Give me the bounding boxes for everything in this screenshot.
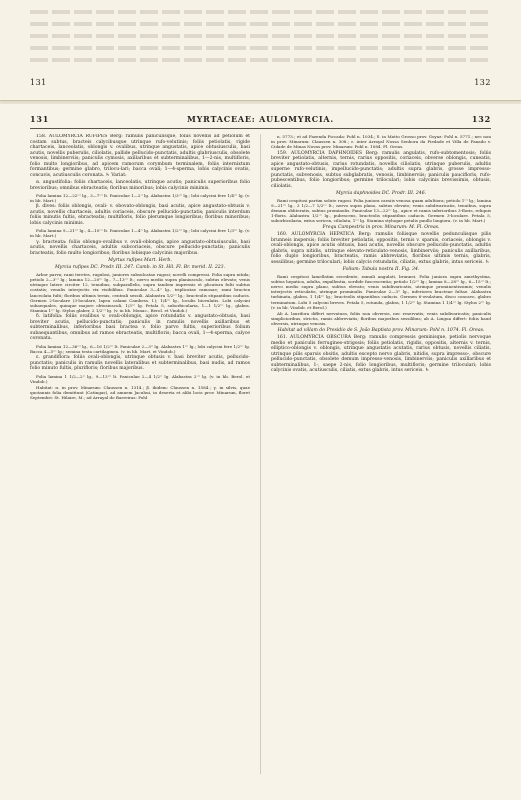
previous-page-footer [30, 78, 491, 87]
paragraph: Frequ Campestris in prov. Minarum: M. Fl. Oreas. [322, 225, 440, 231]
previous-page-right-number: 132 [474, 78, 491, 87]
left-column [30, 134, 250, 774]
column-divider [260, 134, 261, 774]
paragraph: n. 5773.; et ad Fazenda Piccada: Pohl n. 1034.; δ. in Matto Grosso prov. Goyaz: Pohl n. 5771.; nec non in prov. Minarum: Claussen n. 308.; ε. inter Arrayal Nossa Senhora da Piedade et Villa de Fanado v. Cidade de Minas Novas prov. Minarum: Pohl n. 1084. Fl. Oreas. [271, 134, 492, 150]
paragraph: ε. grandiflora: foliis ovali-oblongis, utrinque obtusis v. basi breviter acutis, pellucido-punctatis; paniculis in ramulis novellis lateralibus et subterminalibus, basi nudis, ad ramos folio minuto fultis, plurifloris; floribus majoribus. [30, 355, 251, 372]
facing-page-number: 132 [471, 114, 491, 124]
paragraph: Rami cespitosi partim solute rugosi. Folia juniora caesiis venosa quam adultiora; petiolo 1''' lg.; lamina 9—21''' lg., 3 1/2—7 1/2''' lt.; nervo supra plano, subtus elevato; venis subdivaricatis, tenuibus, supra demum obliteratis, subtus prominulis. Paniculae 13—22''' lg., apice et ramis inferioribus 3-floris, reliquis 1-floris. Alabastra 1/2''' lg., pubescens, bracteolis stipantibus caducis. Germen 3-loculare. Petala 5, suborbicularia, extus sericea, ciliolata, 1''' lg. Stamina styluque petalis paullo longiora. (v. in hb. Mart.) [271, 198, 492, 224]
paragraph: Folia lamina 1 1/2—2'' lg., 9—13''' lt. Paniculae 2—4 1/2'' lg. Alabastra 2''' lg. (v. in hb. Berol. et Vindob.) [30, 373, 251, 384]
paragraph: 160. AULOMYRCIA HEPATICA Berg: ramulis foliisque novellis pedunculisque pilis brunneis inspersis; foliis breviter petiolatis, oppositis, ternis v. sparsis, coriaceis, oblongis v. ovali-oblongis, apice acutis obtusis, basi acutis, novellis obscure pellucido-punctatis, adultis glabris, supra nitidis, utrinque elevato-reticulato-venosis, limbinerviis; paniculis axillaribus, folio duplo longioribus, bracteatis, ramis abbreviatis, floribus ultimis ternis, glabris, sessilibus; germine triloculari; lobis calycis rotundatis, ciliatis, extus glabris, intus sericeis. ♄ [271, 232, 492, 265]
paragraph: Folia lamina 12—36''' lg., 6—16 1/2''' lt. Paniculae 2—3'' lg. Alabastra 1''' lg.; lobi calycini fere 1/2''' lg. Bacca 4—5''' lg.; semina testa cartilaginea. (v. in hb. Mart. et Vindob.) [30, 343, 251, 354]
paragraph: γ. bracteata: foliis oblongo-ovalibus v. ovali-oblongis, apice angustato-obtusiusculis, basi acutis, novellis chartaceis, adultis subcoriaceis, obscure pellucido-punctatis; paniculis bracteatis, folio multo longioribus; floribus lobisque calycinis majoribus. [30, 239, 251, 256]
previous-page-fragment [0, 0, 521, 101]
two-column-body [30, 134, 491, 774]
paragraph: Arbor parva; rami teretes, rugulosi, juniores subsulcatae rugosi; novelli compressi. Folia supra nitida; petiolo 2—3''' lg.; lamina 12—20''' lg., 7—13''' lt.; nervo medio supra planiusculo, subtus elevato; venis utrinque latere circiter 12, tenuibus, subparallelis, supra tandem impressis et plicatura fulti subtus costatis; venulis interjectis vix visibilibus. Paniculae 3—4'' lg., triplicatae ramosae; rami bractea lanceolata fulti; floribus ultimis ternis, centrali sessili. Alabastra 1/2''' lg.; bracteolis stipantibus caducis. Germen 2-loculare (3-loculare, lapsu calami Cambess. l.); 1/4''' lg., loculis biovulatis. Lobi calycini subaequales, quinque majore obtusiusculi, 1/3''' lg. Petala 5, suborbicularia, 1—1 1/2''' lg., glabra. Stamina 1''' lg. Stylus glaber, 2 1/2''' lg. (v. in hb. Monac., Berol. et Vindob.) [30, 272, 251, 313]
paragraph: Ab A. laurifora differt nervatura, foliis non obversis, nec reservatis; venis subdivaricatis; paniculis simplicioribus, strictis, ramis abbreviatis; floribus majoribus sessilibus; ab A. Lingua differt: foliis haud obversis, utrinque venosis. [271, 311, 492, 327]
paragraph: Habitat: α. in prov. Minarum: Claussen n. 1314.; β. ibidem: Claussen n. 1584.; γ. in silvis, quae quotannis folia demittunt (Catingas), ad amnem Jacuhui, in deserta et alibi locis prov. Minarum, floret Septembri: St. Hilaire, M.; ad Arrayal do Barreiras: Pohl [30, 385, 251, 401]
paragraph: α. angustifolia: foliis chartaceis, lanceolatis, utrinque acutis; paniculis superioribus folio brevioribus; omnibus ebracteatis; floribus minoribus; lobis calycinis minimis. [30, 179, 251, 191]
paragraph: 159. AULOMYRCIA DAPHNOIDES Berg: ramulis angulatis, rufo-subtomentosis; foliis breviter petiolatis, alternis, ternis, rarius oppositis, coriaceis, obverse oblongis, cuneatis, apice angustato-obtusis, rarius rotundatis, novellis ciliolatis, utrinque puberulis, adultis superne rufo-velutinis, impellucido-punctatis; adultis supra glabris, grosse impresso-punctatis, subvenosis, subtus subglabratis, venosis, limbinerviis; paniculis paucifloris, rufo-pubescentibus, folio longioribus; germine triloculari; lobis calycinis brevissimis, obtusis, ciliolatis. [271, 150, 492, 190]
document-page [0, 104, 521, 800]
faded-text-line [30, 10, 491, 14]
paragraph: Myrcia rufipes DC. Prodr. III. 247. Camb. in St. Hil. Fl. Br. merid. II. 223. [54, 265, 226, 271]
paragraph: β. dives: foliis oblongis, ovali- v. obovato-oblongis, basi acutis, apice angustato-obtusis v. acutis, novellis chartaceis, adultis coriaceis, obscure pellucido-punctatis; paniculis interdum foliis minutis fultis, ebracteatis; multifloris, folio plerumque longioribus; floribus minoribus; lobis calycinis minimis. [30, 204, 251, 226]
faded-text-line [30, 58, 491, 62]
right-column [271, 134, 491, 774]
previous-page-left-number: 131 [30, 78, 47, 87]
paragraph: Habitat ad villam do Presidio de S. João Baptista prov. Minarum: Pohl n. 1074. Fl. Oreas. [277, 327, 485, 333]
running-title: MYRTACEAE: AULOMYRCIA. [187, 114, 334, 124]
paragraph: Folia lamina 9—21''' lg., 4—10''' lt. Paniculae 1—4'' lg. Alabastra 1/2''' lg.; lobi calycini fere 1/3''' lg. (v. in hb. Mart.) [30, 228, 251, 239]
faded-text-line [30, 46, 491, 50]
page-number: 131 [30, 114, 50, 124]
paragraph: Rami cespitosi lamellatim secedente, ramuli angulati, brunnei. Folia juniora supra amethystina, subtus hepatica, adulta, expallentia, sordide fuscescentia; petiolo 1/2''' lg.; lamina 8—28''' lg., 6—15''' lt.; nervo medio supra plano, subtus elevato; venis subdivaricatis, utrinque prominentissimis; venulis interjectis reticulatis, utrinque prominulis. Paniculae 2—3'' lg., inferiores bracteae fultae. Alabastra turbinata, glabra, 1 1/4''' lg.; bracteolis stipantibus caducis. Germen 6-ovulatum, disco concavo, glabro terminatum. Lobi 5 calycini breves. Petala 5, rotunda, glabra, 1 1/2''' lg. Stamina 1 1/4''' lg. Stylus 2''' lg. (v. in hb. Vindob. et Berol.) [271, 274, 492, 310]
faded-text-line [30, 34, 491, 38]
paragraph: 158. AULOMYRCIA RUFIPES Berg: ramulis paniculisque, foliis novellis ad petiolum et costam subtus, bracteis calycibusque utrinque rufo-velutinis; foliis petiolatis, rigide chartaceis, lanceolatis, oblongis v. ovalibus, utrinque angustatis, apice obtusiusculis, basi acutis, novellis puberulis, ciliolatis, pallide pellucido-punctatis, adultis glabriusculis, obsolete venosis, limbinerviis; paniculis cymosis, axillaribus et subterminalibus, 1—2-nis, multifloris, folio multo longioribus, ad apicem ramorum corymbum terminalem, foliis internixtum formantibus; germine glabro, trilocu-lari; bacca ovali; 1—4-sperma, lobis calycinis ovatis, concavis, acutiusculis coronata. ♄ Variat: [30, 134, 251, 178]
paragraph: 161. AULOMYRCIA OBSCURA Berg: ramulis compressis geminisque, petiolis nervoque medio et paniculis ferrugineo-strigosis; foliis petiolatis, rigidis, oppositis, alternis v. ternis, elliptico-oblongis v. oblongis, utrinque angustatis acutatis, rarius obtusis, novellis ciliatis, utrinque pilis sparsis obsitis, adultis excepto nervo glabris, nitidis, supra impresso-, obscure pellucido-punctatis, obsolete demum impresso-venosis, limbinerviis; paniculis axillaribus et subterminalibus, 1-, saepe 2-nis, folio longioribus, multifloris; germine triloculari; lobis calycinis ovatis, acutiusculis, ciliatis, extus glabris, intus sericeis. ♄ [271, 335, 492, 374]
paragraph: Myrcia daphnoides DC. Prodr. III. 246. [335, 191, 427, 197]
paragraph: Myrtus rufipes Mart. Herb. [108, 258, 172, 264]
faded-text-line [30, 22, 491, 26]
paragraph: δ. latifolia: foliis ovalibus v. ovali-oblongis, apice rotundatis v. angustato-obtusis, basi breviter acutis, pellucido-punctatis; paniculis in ramulis novellis axillaribus et subterminalibus, inferioribus basi bractea v. folio parvo fultis, superioribus folium subaequantibus, omnibus ad ramos ebracteatis, multifloris; bacca ovali, 1—4-sperma, calyce coronata. [30, 314, 251, 342]
paragraph: Folium: Tabula nostra II. Fig. 34. [342, 267, 420, 273]
paragraph: Folia lamina 12—22''' lg., 3—7''' lt. Paniculae 1—2'' lg. Alabastra 1/3''' lg.; lobi calycini fere 1/4''' lg. (v. in hb. Mart.) [30, 192, 251, 203]
running-header [30, 112, 491, 129]
